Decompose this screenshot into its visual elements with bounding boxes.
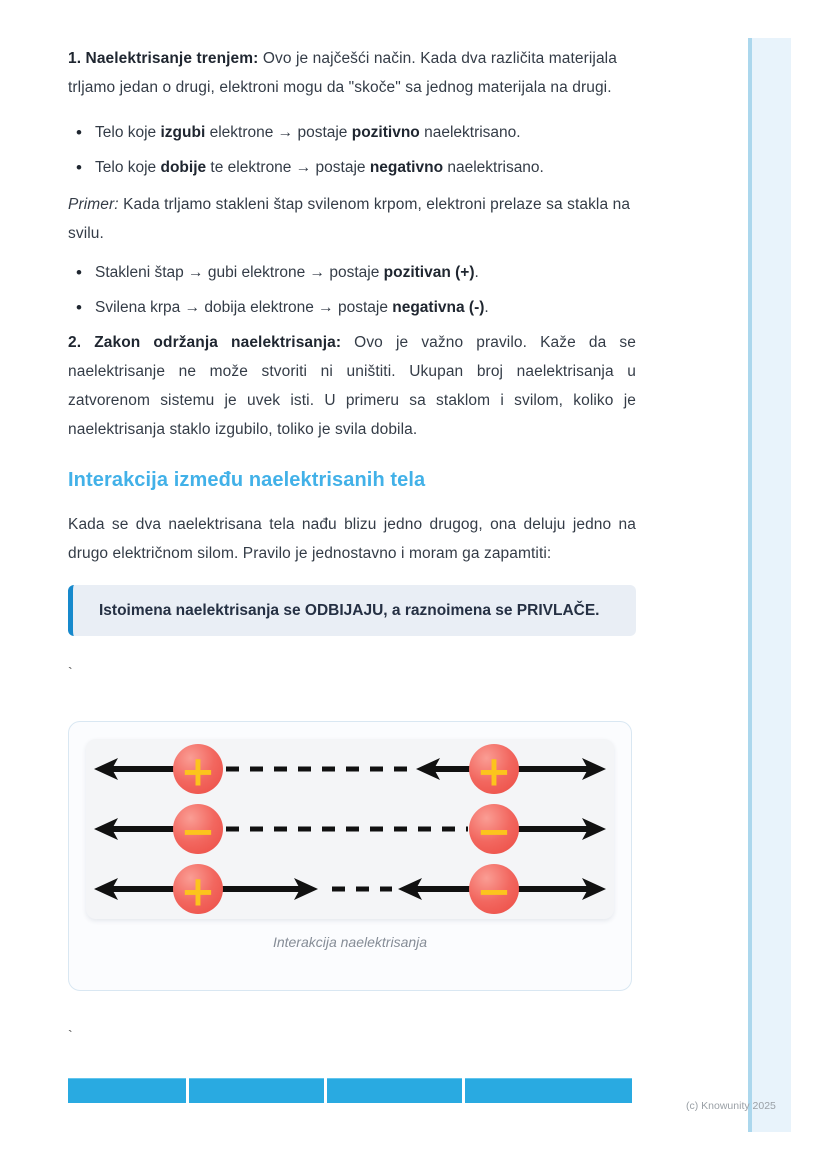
rule-callout-text: Istoimena naelektrisanja se ODBIJAJU, a raznoimena se PRIVLAČE. bbox=[99, 602, 600, 619]
stray-backtick: ` bbox=[68, 1027, 73, 1043]
table-header-row bbox=[68, 1078, 632, 1103]
plus-symbol: + bbox=[476, 746, 512, 796]
minus-symbol: − bbox=[476, 806, 512, 856]
list-item-text: elektrone → postaje bbox=[205, 124, 352, 141]
list-item-text: Stakleni štap → gubi elektrone → postaje bbox=[95, 264, 384, 281]
list-item-text: te elektrone → postaje bbox=[206, 159, 370, 176]
list-item-bold: pozitivan (+) bbox=[383, 264, 475, 281]
charge-interaction-diagram bbox=[86, 739, 614, 919]
minus-symbol: − bbox=[180, 806, 216, 856]
plus-symbol: + bbox=[180, 866, 216, 916]
list-item-text: naelektrisano. bbox=[443, 159, 544, 176]
list-item-text: naelektrisano. bbox=[419, 124, 521, 141]
rule-callout bbox=[68, 585, 636, 636]
paragraph-lead-bold: 2. Zakon održanja naelektrisanja: bbox=[68, 334, 342, 351]
list-item-bold: pozitivno bbox=[351, 124, 420, 141]
list-item bbox=[68, 258, 636, 287]
list-item bbox=[68, 293, 636, 322]
table-header-cell bbox=[68, 1078, 186, 1103]
list-item-text: . bbox=[484, 299, 489, 316]
paragraph-conservation-law bbox=[68, 328, 636, 444]
paragraph-text: Kada trljamo stakleni štap svilenom krpom, elektroni prelaze sa stakla na svilu. bbox=[68, 196, 631, 242]
paragraph-example bbox=[68, 190, 636, 248]
paragraph-text: Ovo je važno pravilo. Kaže da se naelektrisanje ne može stvoriti ni uništiti. Ukupan broj naelektrisanja u zatvorenom sistemu je uvek isti. U primeru sa staklom i svilom, koliko je naelektrisanja staklo izgubilo, toliko je svila dobila. bbox=[68, 334, 636, 438]
figure-card bbox=[68, 721, 632, 991]
list-item-text: Svilena krpa → dobija elektrone → postaje bbox=[95, 299, 393, 316]
repulsion-row-negative bbox=[94, 804, 606, 856]
list-electron-transfer bbox=[68, 118, 636, 182]
footer-credit: (c) Knowunity 2025 bbox=[686, 1100, 776, 1112]
list-item-text: . bbox=[474, 264, 479, 281]
section-heading: Interakcija između naelektrisanih tela bbox=[68, 469, 426, 491]
list-item-bold: negativno bbox=[369, 159, 444, 176]
plus-symbol: + bbox=[180, 746, 216, 796]
list-glass-silk bbox=[68, 258, 636, 322]
right-margin-highlight-strip bbox=[748, 38, 791, 1132]
paragraph-interaction-intro: Kada se dva naelektrisana tela nađu blizu jedno drugog, ona deluju jedno na drugo električnom silom. Pravilo je jednostavno i moram ga zapamtiti: bbox=[68, 516, 636, 562]
paragraph-lead-bold: 1. Naelektrisanje trenjem: bbox=[68, 50, 259, 67]
example-label: Primer: bbox=[68, 196, 119, 213]
figure-caption: Interakcija naelektrisanja bbox=[272, 934, 428, 950]
list-item-bold: izgubi bbox=[160, 124, 206, 141]
paragraph-friction-charging bbox=[68, 44, 636, 102]
list-item-bold: negativna (-) bbox=[392, 299, 485, 316]
repulsion-row-positive bbox=[94, 744, 606, 796]
paragraph-text: Ovo je najčešći način. Kada dva različita materijala trljamo jedan o drugi, elektroni mogu da "skoče" sa jednog materijala na drugi. bbox=[68, 50, 617, 96]
list-item-text: Telo koje bbox=[95, 124, 161, 141]
list-item-bold: dobije bbox=[160, 159, 207, 176]
document-content bbox=[68, 0, 636, 1103]
list-item bbox=[68, 153, 636, 182]
attraction-row-mixed bbox=[94, 864, 606, 916]
table-header-cell bbox=[189, 1078, 323, 1103]
stray-backtick: ` bbox=[68, 664, 73, 680]
list-item-text: Telo koje bbox=[95, 159, 161, 176]
table-header-cell bbox=[327, 1078, 462, 1103]
list-item bbox=[68, 118, 636, 147]
table-header-cell bbox=[465, 1078, 632, 1103]
minus-symbol: − bbox=[476, 866, 512, 916]
